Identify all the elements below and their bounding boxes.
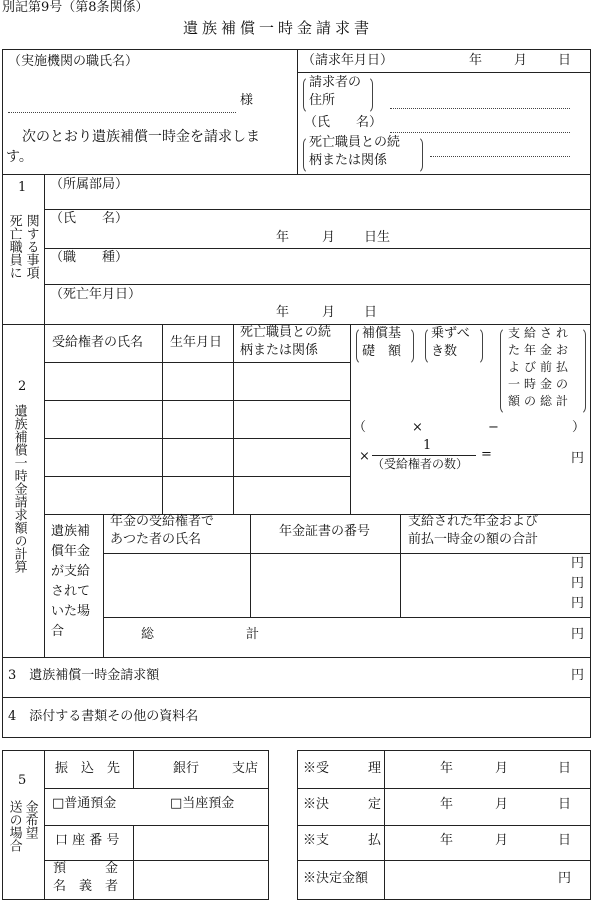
claimant-address-label-cont: 住所: [309, 93, 336, 108]
account-number-label: 口 座 番 号: [55, 833, 120, 848]
deceased-name-label: （氏 名）: [50, 211, 129, 226]
pension-case-4: されて: [51, 584, 91, 599]
calc-times-2: ×: [359, 449, 370, 464]
pension-case-5: いた場: [51, 604, 91, 619]
form-reference: 別記第9号（第8条関係）: [2, 0, 149, 15]
office-paid-year: 年: [440, 833, 454, 848]
beneficiary-relation-header-cont: 柄または関係: [240, 343, 319, 358]
beneficiary-name-header: 受給権者の氏名: [52, 335, 144, 350]
death-date-label: （死亡年月日）: [50, 287, 142, 302]
pension-case-6: 合: [51, 624, 65, 639]
pension-case-1: 遺族補: [51, 524, 91, 539]
section2-heading: 遺族補償一時金請求額の計算: [11, 404, 27, 573]
paid-total-label-4: 一時金の: [508, 377, 573, 391]
beneficiary-birth-header: 生年月日: [170, 335, 223, 350]
paid-total-label-3: よび前払: [508, 360, 573, 374]
branch-label: 支店: [232, 761, 259, 776]
claim-amount-yen: 円: [571, 668, 585, 683]
paid-total-label-5: 額の総計: [508, 394, 573, 408]
relation-line: [430, 156, 570, 157]
death-month: 月: [322, 305, 336, 320]
relation-label: 死亡職員との続: [309, 135, 401, 150]
job-label: （職 種）: [50, 250, 129, 265]
office-paid-day: 日: [558, 833, 572, 848]
pension-total-header: 支給された年金および: [408, 514, 539, 529]
form-title: 遺族補償一時金請求書: [183, 19, 374, 37]
request-date-month: 月: [514, 53, 528, 68]
office-decided-year: 年: [440, 797, 454, 812]
section1-heading-b: 死亡職員に: [6, 214, 22, 279]
multiplier-label: 乗ずべ: [431, 326, 470, 341]
dept-label: （所属部局）: [50, 177, 129, 192]
base-amount-label: 補償基: [362, 326, 402, 341]
current-deposit-checkbox[interactable]: □当座預金: [170, 796, 235, 811]
grand-total-label-b: 計: [246, 627, 260, 642]
relation-label-cont: 柄または関係: [309, 153, 388, 168]
pension-yen-3: 円: [571, 596, 585, 611]
grand-total-yen: 円: [571, 627, 585, 642]
section1-number: 1: [18, 180, 27, 195]
birth-month: 月: [322, 230, 336, 245]
request-text-cont: す。: [6, 149, 33, 165]
death-day: 日: [364, 305, 378, 320]
pension-case-2: 償年金: [51, 544, 91, 559]
claimant-address-line: [390, 108, 570, 109]
section2-number: 2: [18, 379, 27, 394]
pension-case-3: が支給: [51, 564, 91, 579]
office-decided-day: 日: [558, 797, 572, 812]
calc-minus: −: [488, 420, 499, 435]
claim-amount-label: 3 遺族補償一時金請求額: [8, 668, 160, 683]
base-amount-label-cont: 礎 額: [362, 344, 402, 359]
claimant-name-line: [390, 132, 570, 133]
calc-yen: 円: [571, 451, 585, 466]
section5-number: 5: [18, 773, 27, 788]
account-holder-label-cont: 名 義 者: [53, 879, 119, 894]
calc-close-paren: ）: [572, 420, 586, 435]
pension-yen-2: 円: [571, 576, 585, 591]
request-date-day: 日: [558, 53, 572, 68]
section5-heading-a: 金希望: [22, 800, 38, 839]
calc-equals: =: [481, 447, 492, 462]
calc-numerator: 1: [423, 438, 432, 453]
office-amount-yen: 円: [558, 871, 572, 886]
office-paid-label: ※支 払: [303, 833, 382, 848]
ordinary-deposit-checkbox[interactable]: □普通預金: [52, 796, 117, 811]
pension-yen-1: 円: [571, 556, 585, 571]
pension-holder-header: 年金の受給権者で: [110, 514, 215, 529]
death-year: 年: [276, 305, 290, 320]
office-received-year: 年: [440, 761, 454, 776]
account-holder-label: 預 金: [53, 861, 119, 876]
pension-holder-header-cont: あつた者の氏名: [110, 532, 202, 547]
bank-label: 銀行: [173, 761, 200, 776]
paid-total-label-1: 支給され: [508, 326, 573, 340]
transfer-dest-label: 振 込 先: [55, 761, 121, 776]
calc-open-paren: （: [353, 420, 367, 435]
request-date-year: 年: [469, 53, 483, 68]
beneficiary-relation-header: 死亡職員との続: [240, 325, 332, 340]
claimant-name-label: （氏 名）: [304, 115, 383, 130]
calc-times: ×: [412, 420, 423, 435]
paid-total-label-2: た年金お: [508, 343, 573, 357]
attachments-label: 4 添付する書類その他の資料名: [8, 709, 199, 724]
section1-heading-a: 関する事項: [23, 214, 39, 279]
birth-year: 年: [276, 230, 290, 245]
section5-heading-b: 送の場合: [6, 800, 22, 852]
sama-text: 様: [240, 93, 254, 108]
pension-total-header-cont: 前払一時金の額の合計: [408, 532, 539, 547]
fraction-bar: [372, 455, 476, 456]
office-decided-label: ※決 定: [303, 797, 382, 812]
pension-cert-header: 年金証書の番号: [279, 524, 371, 539]
multiplier-label-cont: き数: [431, 344, 458, 359]
office-received-month: 月: [495, 761, 509, 776]
office-decided-month: 月: [495, 797, 509, 812]
office-received-day: 日: [558, 761, 572, 776]
official-name-line: [8, 112, 236, 113]
office-amount-label: ※決定金額: [303, 871, 369, 886]
request-date-label: （請求年月日）: [302, 53, 394, 68]
claimant-address-label: 請求者の: [309, 75, 362, 90]
request-text: 次のとおり遺族補償一時金を請求しま: [22, 129, 260, 145]
office-received-label: ※受 理: [303, 761, 382, 776]
calc-denominator: （受給権者の数）: [372, 457, 469, 471]
office-paid-month: 月: [495, 833, 509, 848]
grand-total-label-a: 総: [141, 627, 155, 642]
birth-day: 日生: [364, 230, 391, 245]
official-label: （実施機関の職氏名）: [8, 54, 139, 69]
